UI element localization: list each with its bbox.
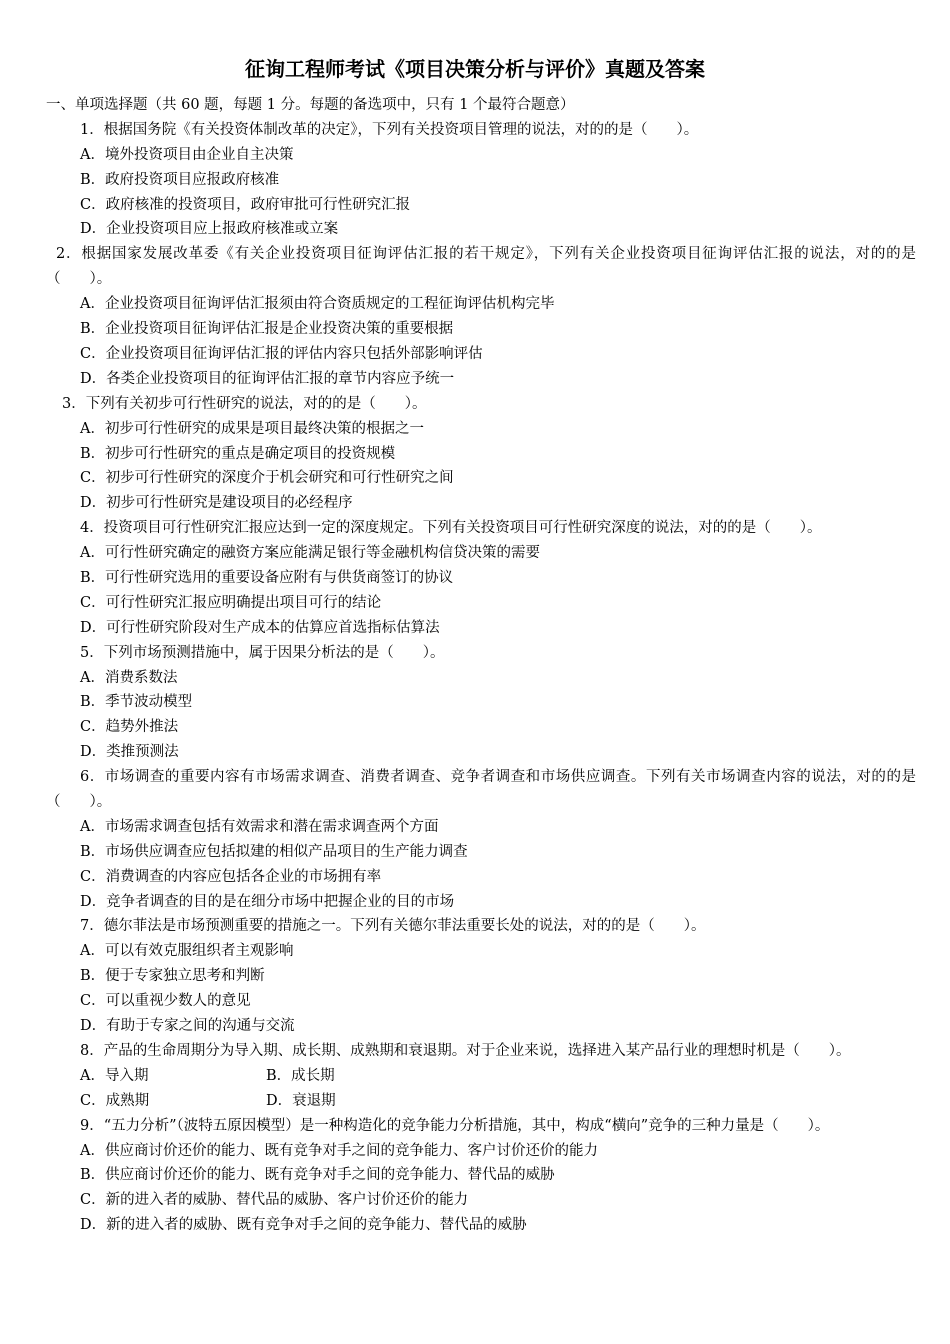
option-8d: D．衰退期 xyxy=(266,1092,336,1109)
question-stem-3: 3．下列有关初步可行性研究的说法，对的的是（ ）。 xyxy=(62,395,427,412)
option-7b: B．便于专家独立思考和判断 xyxy=(80,968,265,985)
option-3d: D．初步可行性研究是建设项目的必经程序 xyxy=(80,495,353,512)
option-5b: B．季节波动模型 xyxy=(80,694,193,711)
question-stem-1: 1．根据国务院《有关投资体制改革的决定》，下列有关投资项目管理的说法，对的的是（ ）。 xyxy=(80,121,699,138)
option-2a: A．企业投资项目征询评估汇报须由符合资质规定的工程征询评估机构完毕 xyxy=(80,296,555,313)
option-7d: D．有助于专家之间的沟通与交流 xyxy=(80,1018,295,1035)
question-stem-6: 6．市场调查的重要内容有市场需求调查、消费者调查、竞争者调查和市场供应调查。下列有关市场调查内容的说法，对的的是（ ）。 xyxy=(46,769,916,810)
option-9d: D．新的进入者的威胁、既有竞争对手之间的竞争能力、替代品的威胁 xyxy=(80,1217,527,1234)
option-2d: D．各类企业投资项目的征询评估汇报的章节内容应予统一 xyxy=(80,370,455,387)
document-content xyxy=(46,93,916,1238)
option-row-8cd xyxy=(46,1089,916,1114)
option-3a: A．初步可行性研究的成果是项目最终决策的根据之一 xyxy=(80,420,424,437)
option-2b: B．企业投资项目征询评估汇报是企业投资决策的重要根据 xyxy=(80,321,454,338)
option-7a: A．可以有效克服组织者主观影响 xyxy=(80,943,294,960)
option-row-8ab xyxy=(46,1064,916,1089)
option-6c: C．消费调查的内容应包括各企业的市场拥有率 xyxy=(80,868,382,885)
option-4a: A．可行性研究确定的融资方案应能满足银行等金融机构信贷决策的需要 xyxy=(80,545,540,562)
option-1a: A．境外投资项目由企业自主决策 xyxy=(80,146,294,163)
option-7c: C．可以重视少数人的意见 xyxy=(80,993,251,1010)
question-stem-7: 7．德尔菲法是市场预测重要的措施之一。下列有关德尔菲法重要长处的说法，对的的是（ ）。 xyxy=(80,918,706,935)
option-6a: A．市场需求调查包括有效需求和潜在需求调查两个方面 xyxy=(80,818,439,835)
option-5a: A．消费系数法 xyxy=(80,669,178,686)
question-stem-8: 8．产品的生命周期分为导入期、成长期、成熟期和衰退期。对于企业来说，选择进入某产品行业的理想时机是（ ）。 xyxy=(80,1042,851,1059)
option-3c: C．初步可行性研究的深度介于机会研究和可行性研究之间 xyxy=(80,470,454,487)
option-3b: B．初步可行性研究的重点是确定项目的投资规模 xyxy=(80,445,396,462)
option-5c: C．趋势外推法 xyxy=(80,719,179,736)
option-8a: A．导入期 xyxy=(80,1067,149,1084)
option-4c: C．可行性研究汇报应明确提出项目可行的结论 xyxy=(80,594,382,611)
option-9a: A．供应商讨价还价的能力、既有竞争对手之间的竞争能力、客户讨价还价的能力 xyxy=(80,1142,598,1159)
section-heading: 一、单项选择题（共 60 题，每题 1 分。每题的备选项中，只有 1 个最符合题意） xyxy=(46,97,575,113)
option-4b: B．可行性研究选用的重要设备应附有与供货商签订的协议 xyxy=(80,569,454,586)
option-8c: C．成熟期 xyxy=(80,1092,150,1109)
option-9c: C．新的进入者的威胁、替代品的威胁、客户讨价还价的能力 xyxy=(80,1192,469,1209)
question-stem-9: 9．“五力分析”（波特五原因模型）是一种构造化的竞争能力分析措施，其中，构成“横向”竞争的三种力量是（ ）。 xyxy=(80,1117,830,1134)
question-stem-2: 2．根据国家发展改革委《有关企业投资项目征询评估汇报的若干规定》，下列有关企业投资项目征询评估汇报的说法，对的的是（ ）。 xyxy=(46,246,916,288)
option-5d: D．类推预测法 xyxy=(80,744,179,761)
option-8b: B．成长期 xyxy=(266,1067,335,1084)
option-1c: C．政府核准的投资项目，政府审批可行性研究汇报 xyxy=(80,196,411,213)
question-stem-5: 5．下列市场预测措施中，属于因果分析法的是（ ）。 xyxy=(80,644,445,661)
option-1b: B．政府投资项目应报政府核准 xyxy=(80,171,280,188)
option-6b: B．市场供应调查应包括拟建的相似产品项目的生产能力调查 xyxy=(80,843,468,860)
option-2c: C．企业投资项目征询评估汇报的评估内容只包括外部影响评估 xyxy=(80,345,483,362)
document-title: 征询工程师考试《项目决策分析与评价》真题及答案 xyxy=(245,57,705,81)
question-stem-4: 4．投资项目可行性研究汇报应达到一定的深度规定。下列有关投资项目可行性研究深度的说法，对的的是（ ）。 xyxy=(80,520,822,537)
option-9b: B．供应商讨价还价的能力、既有竞争对手之间的竞争能力、替代品的威胁 xyxy=(80,1167,555,1184)
option-4d: D．可行性研究阶段对生产成本的估算应首选指标估算法 xyxy=(80,619,440,636)
option-1d: D．企业投资项目应上报政府核准或立案 xyxy=(80,221,339,238)
option-6d: D．竞争者调查的目的是在细分市场中把握企业的目的市场 xyxy=(80,893,455,910)
